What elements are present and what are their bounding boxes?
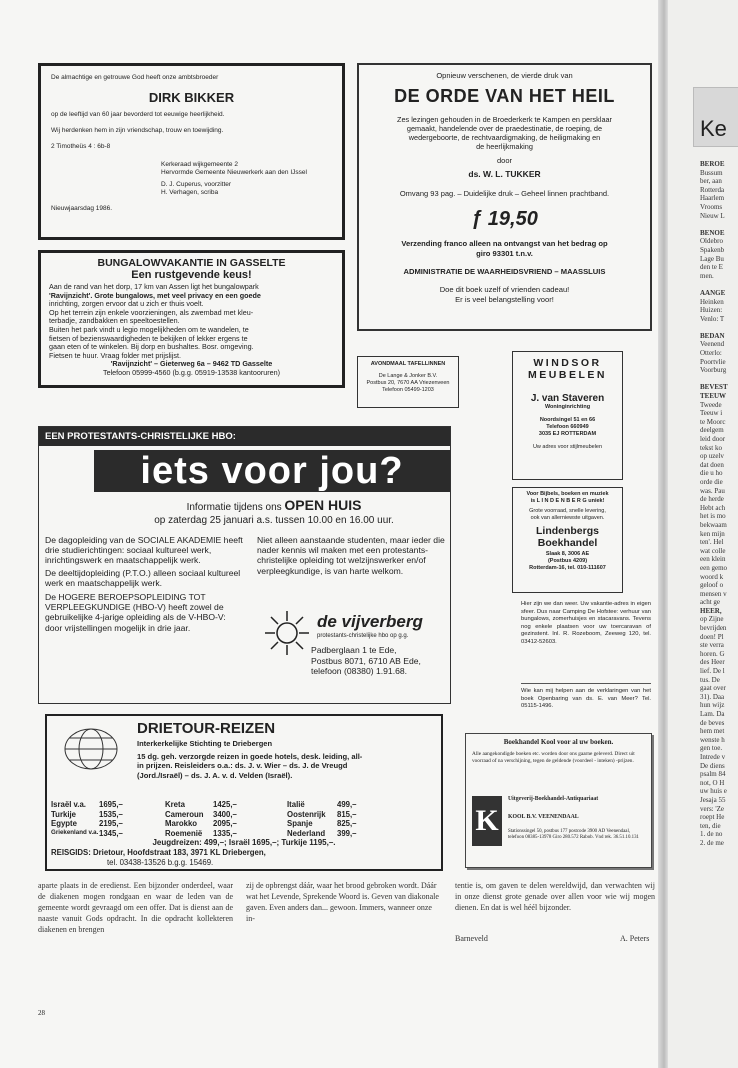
price-cell: Marokko: [165, 819, 198, 828]
right-page-line: Bussum: [700, 168, 723, 177]
orde-gift-1: Doe dit boek uzelf of vrienden cadeau!: [439, 285, 570, 294]
right-page-line: Intrede v: [700, 752, 726, 761]
lindenbergs-addr-2: (Postbus 4209): [547, 558, 588, 564]
right-page-line: tus. De: [700, 675, 720, 684]
right-page-line: gen toe.: [700, 744, 723, 753]
obituary-notice: [38, 63, 345, 240]
page-number: 28: [38, 1009, 45, 1017]
obituary-date: Nieuwjaarsdag 1986.: [51, 205, 113, 212]
right-page-line: de herde: [700, 495, 724, 504]
price-cell: 815,–: [337, 809, 357, 819]
right-page-line: Voorburg: [700, 366, 727, 375]
orde-desc-1: Zes lezingen gehouden in de Broederkerk te Kampen en persklaar: [397, 115, 612, 124]
orde-shipping-2: giro 93301 t.n.v.: [476, 248, 533, 258]
price-cell: 2095,–: [213, 819, 237, 828]
kool-logo: K: [475, 804, 499, 837]
globe-icon: [61, 724, 121, 774]
right-page-line: psalm 84: [700, 770, 726, 779]
vakantie-ad: Hier zijn we dan weer. Uw vakantie-adres in eigen sfeer. Dus naar Camping De Hofstee: verhuur van bungalows, zomerhuisjes en stacaravans. Tevens nog enkele plaatsen voor uw toercaravan of gezinstent. Inl. R. Rozeboom, Zeeweg 120, tel. 03412-52603.: [521, 601, 651, 645]
right-page-line: Oldebro: [700, 237, 723, 246]
right-page-line: wenste h: [700, 735, 725, 744]
orde-title: DE ORDE VAN HET HEIL: [394, 86, 615, 106]
right-page-line: op Zijne: [700, 615, 724, 624]
right-page-line: horen. G: [700, 649, 725, 658]
bungalow-line: terbadje, zandbakken en speeltoestellen.: [49, 316, 180, 326]
right-page-line: vers: 'Ze: [700, 804, 725, 813]
right-page-line: des Heer: [700, 658, 725, 667]
price-cell: Egypte: [51, 819, 77, 828]
price-cell: 1335,–: [213, 828, 237, 838]
windsor-tag: Uw adres voor stijlmeubelen: [532, 444, 603, 450]
drietour-youth: Jeugdreizen: 499,–; Israël 1695,–; Turkije 1195,–.: [152, 838, 336, 847]
lindenbergs-name-2: Boekhandel: [537, 537, 598, 549]
right-page-line: [700, 220, 738, 229]
hbo-info-2: op zaterdag 25 januari a.s. tussen 10.00 en 16.00 uur.: [154, 515, 394, 526]
price-cell: 1345,–: [99, 828, 123, 838]
orde-desc-2: gemaakt, handelende over de praedestinatie, de roeping, de: [406, 124, 603, 133]
price-cell: Roemenië: [165, 828, 203, 838]
lindenbergs-addr-3: Rotterdam-16, tel. 010-111607: [529, 565, 606, 571]
orde-gift-2: Er is veel belangstelling voor!: [455, 294, 554, 304]
right-page-line: tekst ko: [700, 443, 722, 452]
right-page-line: Tweede: [700, 400, 722, 409]
orde-admin: ADMINISTRATIE DE WAARHEIDSVRIEND – MAASSLUIS: [403, 267, 606, 276]
windsor-sub: Woninginrichting: [544, 404, 591, 410]
right-page-text: [700, 160, 738, 848]
kool-logo-box: [472, 796, 502, 846]
right-page-line: 2. de me: [700, 838, 724, 847]
hbo-left-2: De deeltijdopleiding (P.T.O.) alleen sociaal kultureel werk en maatschappelijk werk.: [45, 567, 241, 588]
price-cell: 399,–: [337, 828, 357, 838]
orde-kicker: Opnieuw verschenen, de vierde druk van: [436, 71, 573, 80]
kool-ad: [465, 733, 652, 868]
right-page-line: lief. De l: [700, 667, 725, 676]
right-page-line: gaat over: [700, 684, 726, 693]
right-page-line: roept He: [700, 813, 725, 822]
right-page-line: ber, aan: [700, 177, 722, 186]
lindenbergs-ad: [512, 487, 623, 593]
obituary-signer-1: D. J. Cuperus, voorzitter: [161, 181, 232, 188]
right-page-line: BEVEST: [700, 383, 728, 392]
orde-desc-4: de heerlijkmaking: [476, 142, 533, 151]
obituary-signer-2: H. Verhagen, scriba: [161, 189, 219, 196]
windsor-addr-3: 3035 EJ ROTTERDAM: [538, 431, 597, 437]
obituary-name: DIRK BIKKER: [148, 90, 235, 105]
orde-desc-3: wedergeboorte, de rechtvaardigmaking, de heiligmaking en: [408, 133, 601, 142]
price-cell: Israël v.a.: [51, 800, 86, 809]
right-page-line: Spakenb: [700, 245, 725, 254]
kool-firm: Uitgeverij-Boekhandel-Antiquariaat: [508, 796, 599, 802]
obituary-memory: Wij herdenken hem in zijn vriendschap, trouw en toewijding.: [51, 127, 224, 134]
lindenbergs-top-2: is L I N D E N B E R G uniek!: [530, 498, 605, 504]
right-page-line: geloof o: [700, 581, 724, 590]
right-page-line: Huizen:: [700, 306, 723, 315]
obituary-intro: De almachtige en getrouwe God heeft onze ambtsbroeder: [51, 74, 219, 81]
orde-author: ds. W. L. TUKKER: [468, 169, 541, 179]
right-page-line: Venlo: T: [700, 314, 725, 323]
kool-text: Alle aangekondigde boeken etc. worden door ons gaarne geleverd. Direct uit voorraad of na verschijning, tegen de geldende (voordeel - inteken) -prijzen.: [472, 751, 635, 764]
right-page-heading: Ke: [700, 116, 727, 141]
obituary-verse: 2 Timotheüs 4 : 6b-8: [51, 143, 111, 150]
right-page-line: [700, 323, 738, 332]
bungalow-ad: [38, 250, 345, 388]
right-page-line: Vrooms: [700, 202, 723, 211]
right-page-line: uw huis e: [700, 787, 727, 796]
price-cell: 3400,–: [213, 809, 237, 819]
price-cell: Italië: [287, 800, 305, 809]
orde-door: door: [496, 156, 512, 165]
hbo-logo: de vijverberg: [317, 612, 423, 631]
right-page: [668, 0, 738, 1068]
drietour-ad: [45, 714, 443, 871]
lindenbergs-mid-2: ook van allerniewste uitgaven.: [530, 515, 605, 521]
bungalow-line: 'Ravijnzicht'. Grote bungalows, met veel privacy en een goede: [49, 290, 261, 300]
drietour-desc: 15 dg. geh. verzorgde reizen in goede hotels, desk. leiding, all-in prijzen. Reisleiders o.a.: ds. J. v. Wier – ds. J. de Vreugd (Jord./Israël) – ds. J. A. v. d. Velden (Israël).: [137, 752, 363, 780]
article-place: Barneveld: [455, 934, 488, 943]
divider-1: [521, 683, 651, 684]
right-page-line: Otterlo:: [700, 349, 722, 358]
right-page-line: Poortvlie: [700, 357, 726, 366]
bungalow-text: [49, 283, 334, 378]
right-page-line: not, O H: [700, 778, 725, 787]
hbo-info: [99, 499, 449, 527]
right-page-line: ken mijn: [700, 529, 725, 538]
right-page-line: Veenend: [700, 340, 725, 349]
right-page-line: Jesaja 55: [700, 795, 726, 804]
right-page-line: 1. de no: [700, 830, 723, 839]
price-cell: 499,–: [337, 800, 357, 809]
right-page-line: [700, 375, 738, 384]
obituary-council-2: Hervormde Gemeente Nieuwerkerk aan den IJssel: [161, 169, 307, 176]
right-page-line: Haarlem: [700, 194, 725, 203]
right-page-line: bekwaam: [700, 520, 727, 529]
hbo-addr-3: telefoon (08380) 1.91.68.: [311, 666, 408, 676]
right-page-line: ste verra: [700, 641, 724, 650]
drietour-title: DRIETOUR-REIZEN: [137, 720, 276, 737]
bungalow-line: inrichting, zorgen ervoor dat u zich er thuis voelt.: [49, 299, 204, 309]
price-cell: Griekenland v.a.: [51, 828, 99, 836]
price-cell: Nederland: [287, 828, 326, 838]
lindenbergs-top-1: Voor Bijbels, boeken en muziek: [526, 491, 609, 497]
bungalow-line: 'Ravijnzicht' – Gieterweg 6a – 9462 TD Gasselte: [110, 359, 273, 369]
lindenbergs-mid-1: Grote voorraad, snelle levering,: [529, 508, 606, 514]
windsor-ad: [512, 351, 623, 480]
price-cell: Turkije: [51, 809, 76, 819]
windsor-addr-1: Noordsingel 51 en 66: [539, 417, 596, 423]
drietour-gids: REISGIDS: Drietour, Hoofdstraat 183, 3971 KL Driebergen,: [51, 848, 266, 857]
right-page-line: ten, die: [700, 821, 721, 830]
price-cell: 1695,–: [99, 800, 123, 809]
price-cell: Spanje: [287, 819, 313, 828]
hbo-headline: iets voor jou?: [140, 450, 404, 492]
hbo-info-bold: OPEN HUIS: [284, 497, 362, 513]
right-page-line: BEROE: [700, 160, 725, 168]
right-page-line: wat colle: [700, 546, 726, 555]
right-page-line: op uzelv: [700, 452, 724, 461]
bungalow-line: Aan de rand van het dorp, 17 km van Assen ligt het bungalowpark: [49, 282, 259, 291]
right-page-line: hun wijz: [700, 701, 725, 710]
avondmaal-l1: De Lange & Jonker B.V.: [378, 373, 438, 379]
right-page-line: dat doen: [700, 460, 724, 469]
right-page-line: te Moorc: [700, 417, 726, 426]
windsor-title-2: MEUBELEN: [528, 369, 607, 381]
price-cell: Cameroun: [165, 809, 204, 819]
right-page-line: AANGE: [700, 288, 726, 297]
hbo-right-1: Niet alleen aanstaande studenten, maar ieder die nader kennis wil maken met een protestants-christelijke opleiding tot welzijnswerker en/of verpleegkundige, is van harte welkom.: [257, 535, 445, 576]
bungalow-title: BUNGALOWVAKANTIE IN GASSELTE: [97, 257, 286, 269]
right-page-line: de beves: [700, 718, 725, 727]
bungalow-subtitle: Een rustgevende keus!: [131, 269, 252, 281]
right-page-line: deelgem: [700, 426, 724, 435]
hbo-left-3: De HOGERE BEROEPSOPLEIDING TOT VERPLEEGKUNDIGE (HBO-V) heeft zowel de gebruikelijke 4-jarige opleiding als de V-HBO-V: door vrijstellingen mogelijk in drie jaar.: [45, 592, 226, 633]
right-page-line: men.: [700, 271, 714, 280]
right-page-line: De diens: [700, 761, 725, 770]
obituary-council-1: Kerkeraad wijkgemeente 2: [161, 161, 238, 168]
right-page-line: [700, 280, 738, 289]
price-cell: 2195,–: [99, 819, 123, 828]
orde-ad: [357, 63, 652, 331]
obituary-age: op de leeftijd van 60 jaar bevorderd tot eeuwige heerlijkheid.: [51, 111, 225, 118]
hbo-info-pre: Informatie tijdens ons: [186, 502, 285, 513]
right-page-line: 31). Daa: [700, 692, 725, 701]
right-page-line: die u ho: [700, 469, 723, 478]
hbo-ad: [38, 426, 451, 704]
kool-bv: KOOL B.V. VEENENDAAL: [508, 814, 579, 820]
article-col-1: aparte plaats in de eredienst. Een bijzonder onderdeel, waar de diakenen mogen rondgaan en waar de leden van de gemeente wordt gevraagd om een offer. Dat is dienst aan de naaste vanuit Gods opdracht. In die opdracht kollekteren diakenen en brengen: [38, 881, 233, 934]
right-page-line: orde die: [700, 477, 723, 486]
hbo-addr-2: Postbus 8071, 6710 AB Ede,: [311, 655, 421, 666]
article-author: A. Peters: [620, 934, 650, 943]
kool-title: Boekhandel Kool voor al uw boeken.: [503, 738, 614, 746]
avondmaal-l2: Postbus 20, 7670 AA Vriezenveen: [366, 380, 450, 386]
right-page-line: HEER,: [700, 606, 722, 615]
price-cell: 825,–: [337, 819, 357, 828]
kool-addr: Stationssingel 50, postbus 177 postcode 3900 AD Veenendaal, telefoon 08385-13978 Giro 280.572 Rabob. Vnd rek. 36.51.10.131: [508, 829, 639, 841]
hbo-headline-box: [94, 450, 450, 492]
right-page-line: BENOE: [700, 228, 725, 237]
drietour-sub: Interkerkelijke Stichting te Driebergen: [137, 739, 273, 748]
windsor-title-1: WINDSOR: [533, 357, 602, 369]
price-cell: 1535,–: [99, 809, 123, 819]
right-page-line: bevrijden: [700, 624, 727, 633]
right-page-line: BEDAN: [700, 331, 725, 340]
hbo-addr-1: Padberglaan 1 te Ede,: [311, 645, 397, 655]
right-page-line: Lage Bu: [700, 254, 724, 263]
avondmaal-l3: Telefoon 05499-1203: [382, 387, 434, 393]
windsor-addr-2: Telefoon 660949: [546, 424, 589, 430]
right-page-line: Heinken: [700, 297, 724, 306]
right-page-line: woord k: [700, 572, 724, 581]
right-page-line: ten'. Hel: [700, 538, 724, 547]
lindenbergs-name-1: Lindenbergs: [535, 525, 599, 537]
orde-price: ƒ 19,50: [471, 208, 538, 230]
price-cell: Kreta: [165, 800, 185, 809]
article-col-2: zij de opbrengst dáár, waar het brood gebroken wordt. Dáár wat het Levende, Sprekende Woord is. Geven van diakonale gaven. Even anders dan... gewoon. Immers, wanneer onze in-: [246, 881, 439, 923]
hbo-banner: EEN PROTESTANTS-CHRISTELIJKE HBO:: [45, 431, 236, 442]
right-page-line: den te E: [700, 263, 723, 272]
lindenbergs-addr-1: Slaak 8, 3006 AE: [545, 551, 590, 557]
bungalow-line: Op het terrein zijn enkele voorzieningen, als zwembad met kleu-: [49, 307, 254, 317]
openbaring-ad: Wie kan mij helpen aan de verklaringen van het boek Openbaring van ds. E. van Meer? Tel. 05115-1496.: [521, 688, 651, 710]
right-page-line: Teeuw i: [700, 409, 723, 418]
right-page-line: een gemo: [700, 563, 728, 572]
right-page-line: Hebt ach: [700, 503, 726, 512]
vijverberg-logo-icon: [261, 607, 313, 659]
right-page-line: hem met: [700, 727, 725, 736]
price-cell: Oostenrijk: [287, 809, 326, 819]
hbo-logo-sub: protestants-christelijke hbo op g.g.: [317, 633, 409, 639]
bungalow-line: Fietsen te huur. Vraag folder met prijslijst.: [49, 350, 181, 360]
drietour-price-table: [51, 800, 436, 840]
right-page-line: doen! Pl: [700, 632, 724, 641]
right-page-line: het is mo: [700, 512, 726, 521]
right-page-line: leid door: [700, 435, 726, 443]
right-page-line: Rotterda: [700, 185, 725, 194]
orde-shipping-1: Verzending franco alleen na ontvangst van het bedrag op: [401, 239, 608, 248]
bungalow-line: fietsen of bezienswaardigheden te bekijken of lekker ergens te: [49, 333, 248, 343]
avondmaal-ad: [357, 356, 459, 408]
price-cell: 1425,–: [213, 800, 237, 809]
windsor-name: J. van Staveren: [530, 393, 605, 404]
right-page-line: TEEUW: [700, 392, 727, 401]
bungalow-line: Buiten het park vindt u legio mogelijkheden om te wandelen, te: [49, 324, 249, 334]
right-page-header-box: [693, 87, 738, 147]
right-page-line: was. Pau: [700, 486, 725, 495]
orde-binding: Omvang 93 pag. – Duidelijke druk – Geheel linnen prachtband.: [399, 189, 610, 198]
bungalow-line: Telefoon 05999-4560 (b.g.g. 05919-13538 kantooruren): [102, 367, 281, 377]
right-page-line: een klein: [700, 555, 726, 564]
right-page-line: acht ge: [700, 598, 721, 607]
hbo-left-1: De dagopleiding van de SOCIALE AKADEMIE heeft drie studierichtingen: sociaal kultureel werk, inrichtingswerk en maatschappelijk werk.: [45, 535, 243, 566]
right-page-line: Lam. Da: [700, 710, 725, 718]
article-col-3: tentie is, om gaven te delen wereldwijd, dan verwachten wij in onze dienst grote genade over allen voor wie wij mogen dienen. En dat is wel héél bijzonder.: [455, 881, 655, 912]
right-page-line: Nieuw L: [700, 211, 725, 220]
avondmaal-title: AVONDMAAL TAFELLINNEN: [370, 361, 446, 367]
drietour-tel: tel. 03438-13526 b.g.g. 15469.: [107, 858, 214, 867]
bungalow-line: gaan eten of te winkelen. Bij dorp en bushaltes. Bosr. omgeving.: [49, 342, 254, 352]
right-page-line: mensen v: [700, 589, 727, 598]
